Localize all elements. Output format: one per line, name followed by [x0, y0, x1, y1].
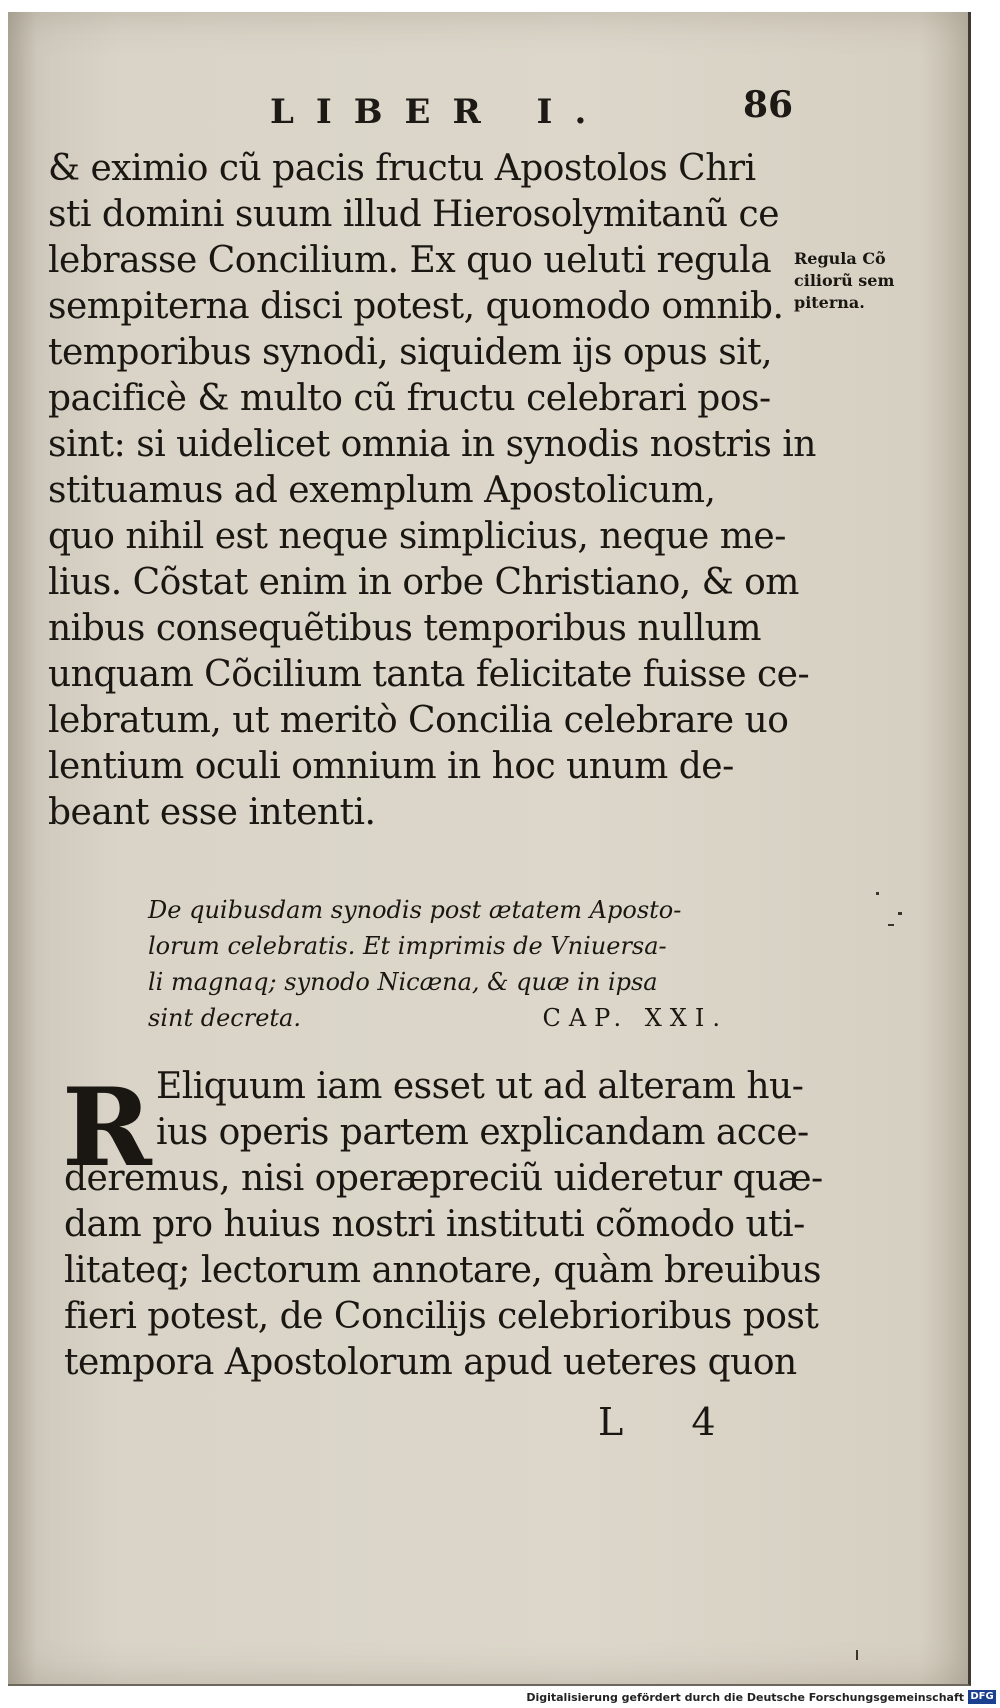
marginal-note — [794, 248, 944, 314]
drop-cap-initial: R — [62, 1065, 152, 1191]
digitization-credit: Digitalisierung gefördert durch die Deutsche Forschungsgemeinschaft — [526, 1691, 964, 1704]
chapter-heading-line: li magnaq; synodo Nicæna, & quæ in ipsa — [148, 968, 658, 996]
chapter-text-indented — [156, 1064, 836, 1156]
text-line: stituamus ad exemplum Apostolicum, — [48, 470, 716, 511]
ink-speck — [876, 892, 879, 895]
chapter-heading-end: sint decreta. — [148, 1004, 301, 1032]
ink-speck — [888, 924, 894, 926]
text-line: temporibus synodi, siquidem ijs opus sit, — [48, 332, 773, 373]
ink-speck — [856, 1650, 858, 1660]
text-line: lebratum, ut meritò Concilia celebrare uo — [48, 700, 789, 741]
book-page — [8, 12, 971, 1686]
text-line: beant esse intenti. — [48, 792, 376, 833]
text-line: unquam Cõcilium tanta felicitate fuisse ce- — [48, 654, 810, 695]
marginal-line: ciliorũ sem — [794, 271, 895, 290]
marginal-line: Regula Cõ — [794, 249, 886, 268]
ink-speck — [898, 912, 902, 915]
chapter-heading-line: De quibusdam synodis post ætatem Aposto- — [148, 896, 682, 924]
text-line: lentium oculi omnium in hoc unum de- — [48, 746, 734, 787]
main-text-block — [48, 146, 816, 836]
running-head: LIBER I. — [270, 92, 609, 132]
text-line: lebrasse Concilium. Ex quo ueluti regula — [48, 240, 772, 281]
text-line: sint: si uidelicet omnia in synodis nostris in — [48, 424, 816, 465]
page-header — [8, 82, 968, 142]
text-line: pacificè & multo cũ fructu celebrari pos- — [48, 378, 771, 419]
dfg-logo-icon: DFG — [968, 1690, 996, 1704]
chapter-heading — [148, 892, 728, 1036]
text-line: sti domini suum illud Hierosolymitanũ ce — [48, 194, 780, 235]
text-line: quo nihil est neque simplicius, neque me- — [48, 516, 786, 557]
chapter-text-block — [64, 1156, 844, 1386]
text-line: & eximio cũ pacis fructu Apostolos Chri — [48, 148, 756, 189]
text-line: ius operis partem explicandam acce- — [156, 1112, 809, 1153]
text-line: nibus consequẽtibus temporibus nullum — [48, 608, 762, 649]
text-line: lius. Cõstat enim in orbe Christiano, & om — [48, 562, 799, 603]
text-line: tempora Apostolorum apud ueteres quon — [64, 1342, 797, 1383]
chapter-heading-line — [148, 1000, 728, 1036]
marginal-line: piterna. — [794, 293, 865, 312]
text-line: Eliquum iam esset ut ad alteram hu- — [156, 1066, 804, 1107]
text-line: sempiterna disci potest, quomodo omnib. — [48, 286, 784, 327]
signature-mark: L 4 — [598, 1400, 744, 1444]
text-line: dam pro huius nostri instituti cõmodo uti- — [64, 1204, 805, 1245]
text-line: fieri potest, de Concilijs celebrioribus post — [64, 1296, 819, 1337]
text-line: litateq; lectorum annotare, quàm breuibus — [64, 1250, 822, 1291]
chapter-number: CAP. XXI. — [542, 1004, 728, 1032]
page-number: 86 — [743, 84, 794, 126]
text-line: deremus, nisi operæpreciũ uideretur quæ- — [64, 1158, 823, 1199]
chapter-heading-line: lorum celebratis. Et imprimis de Vniuersa- — [148, 932, 667, 960]
